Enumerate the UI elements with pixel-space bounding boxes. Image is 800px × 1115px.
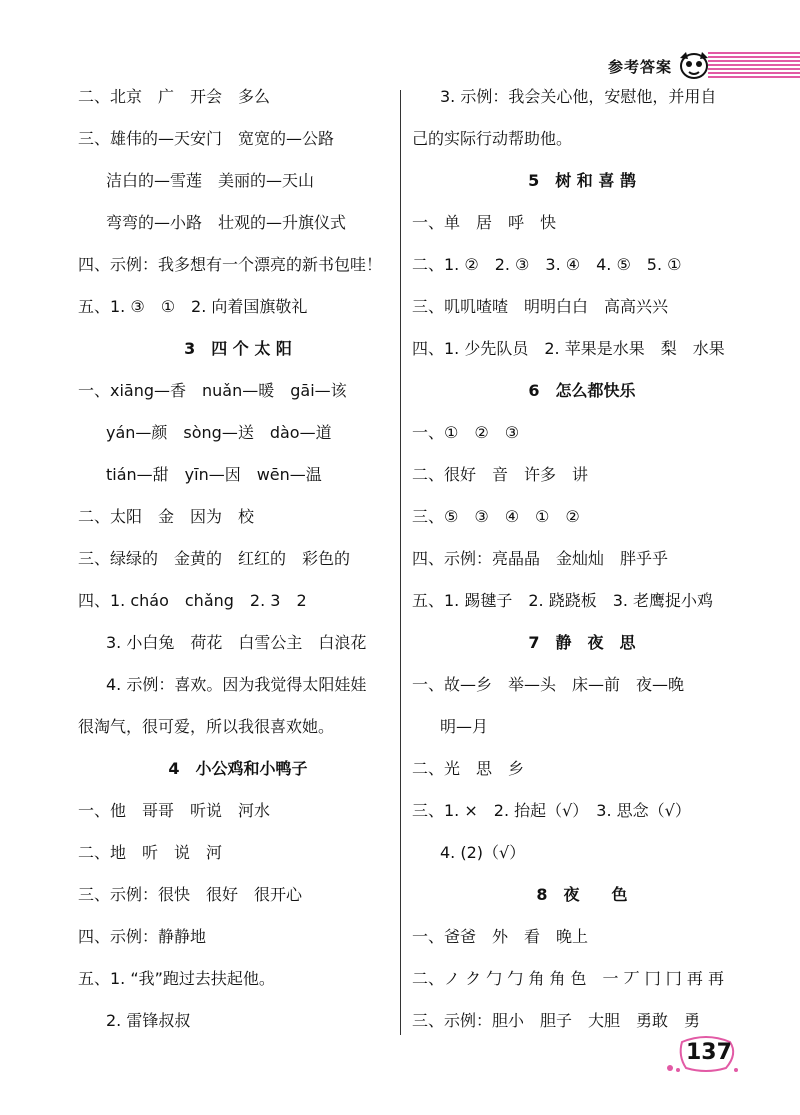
answer-line: 4. (2)（√） [440,843,526,862]
answer-line: 三、雄伟的—天安门 宽宽的—公路 [78,129,335,148]
answer-line: 一、爸爸 外 看 晚上 [412,927,589,946]
answer-line: 二、地 听 说 河 [78,843,223,862]
answer-line: 3. 小白兔 荷花 白雪公主 白浪花 [106,633,367,652]
answer-line: 一、故—乡 举—头 床—前 夜—晚 [412,675,685,694]
column-divider [400,90,401,1035]
answer-line: 二、光 思 乡 [412,759,525,778]
section-title: 8 夜 色 [536,885,628,904]
answer-line: 二、太阳 金 因为 校 [78,507,255,526]
answer-line: 明—月 [440,717,489,736]
answer-line: 二、很好 音 许多 讲 [412,465,589,484]
right-column [412,76,752,1042]
section-title: 4 小公鸡和小鸭子 [168,759,308,778]
header-title: 参考答案 [607,58,672,76]
answer-line: 四、示例：静静地 [78,927,207,946]
answer-line: 4. 示例：喜欢。因为我觉得太阳娃娃 [106,675,367,694]
section-title: 7 静 夜 思 [528,633,636,652]
answer-line: 二、1. ② 2. ③ 3. ④ 4. ⑤ 5. ① [412,255,682,274]
answer-line: 四、示例：亮晶晶 金灿灿 胖乎乎 [412,549,669,568]
left-column [78,76,398,1042]
answer-line: 三、1. × 2. 抬起（√） 3. 思念（√） [412,801,691,820]
answer-line: 五、1. 踢毽子 2. 跷跷板 3. 老鹰捉小鸡 [412,591,714,610]
answer-line: 四、1. cháo chǎng 2. 3 2 [78,591,307,610]
answer-line: 一、单 居 呼 快 [412,213,557,232]
answer-line: 三、示例：很快 很好 很开心 [78,885,303,904]
answer-line: 二、北京 广 开会 多么 [78,87,271,106]
answer-line: tián—甜 yīn—因 wēn—温 [106,465,322,484]
answer-line: 四、示例：我多想有一个漂亮的新书包哇！ [78,255,383,274]
answer-line: 洁白的—雪莲 美丽的—天山 [106,171,315,190]
answer-line: 3. 示例：我会关心他，安慰他，并用自 [440,87,717,106]
answer-line: 四、1. 少先队员 2. 苹果是水果 梨 水果 [412,339,725,358]
answer-line: 三、绿绿的 金黄的 红红的 彩色的 [78,549,351,568]
section-title: 6 怎么都快乐 [528,381,636,400]
section-title: 3 四 个 太 阳 [184,339,292,358]
page-number: 137 [686,1040,732,1065]
section-title: 5 树 和 喜 鹊 [528,171,636,190]
answer-line: 二、ノ ク 勹 勹 角 角 色 一 丆 冂 冂 再 再 [412,969,724,988]
answer-line: 很淘气，很可爱，所以我很喜欢她。 [78,717,335,736]
answer-line: 弯弯的—小路 壮观的—升旗仪式 [106,213,347,232]
page-number-badge [666,1034,746,1074]
answer-line: 己的实际行动帮助他。 [412,129,573,148]
answer-line: 五、1. ③ ① 2. 向着国旗敬礼 [78,297,308,316]
answer-line: 一、xiāng—香 nuǎn—暖 gāi—该 [78,381,347,400]
answer-line: 2. 雷锋叔叔 [106,1011,191,1030]
answer-line: 一、① ② ③ [412,423,520,442]
answer-line: 三、示例：胆小 胆子 大胆 勇敢 勇 [412,1011,701,1030]
answer-line: 五、1. “我”跑过去扶起他。 [78,969,275,988]
answer-line: 一、他 哥哥 听说 河水 [78,801,271,820]
answer-line: 三、叽叽喳喳 明明白白 高高兴兴 [412,297,669,316]
answer-line: yán—颜 sòng—送 dào—道 [106,423,332,442]
answer-line: 三、⑤ ③ ④ ① ② [412,507,580,526]
